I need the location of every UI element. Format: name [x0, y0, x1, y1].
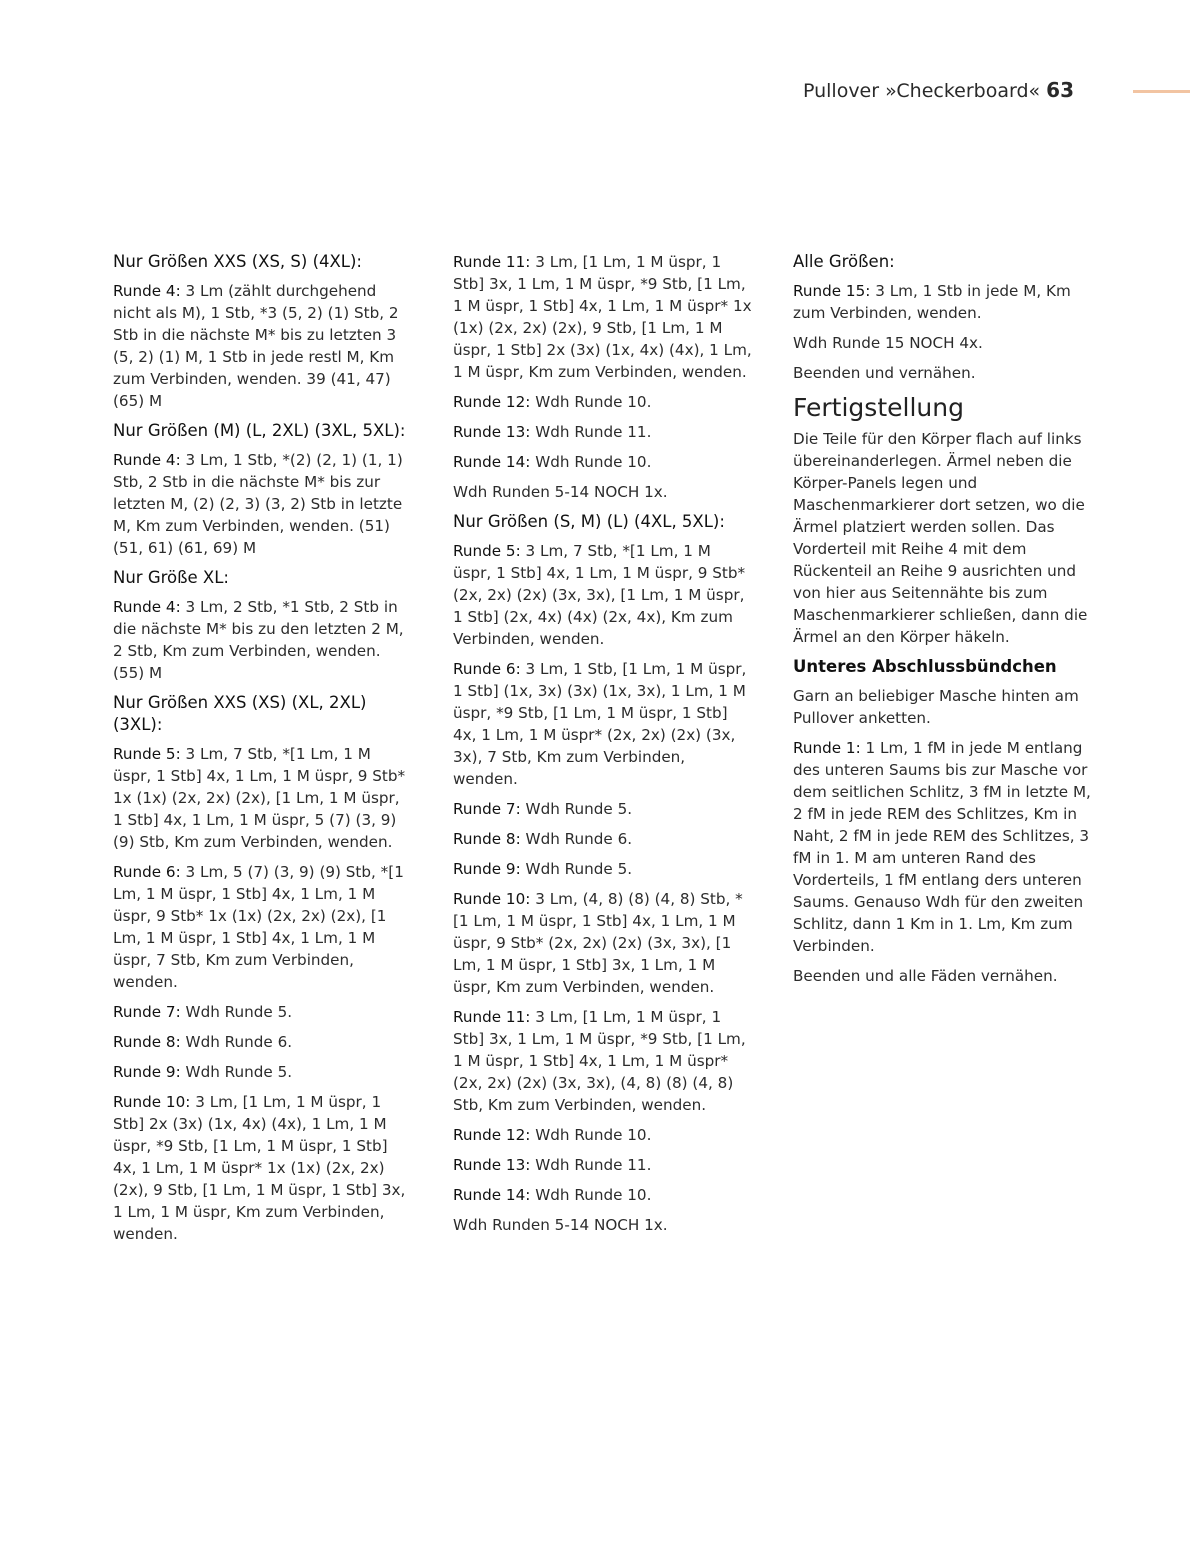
round-label: Runde 11:: [453, 253, 531, 271]
finish-note: Beenden und vernähen.: [793, 364, 976, 382]
instruction-paragraph: [453, 858, 753, 880]
hem-intro-paragraph: Garn an beliebiger Masche hinten am Pullover anketten.: [793, 687, 1079, 727]
round-text: Wdh Runde 10.: [530, 393, 652, 411]
round-label: Runde 13:: [453, 1156, 531, 1174]
round-text: Wdh Runde 5.: [520, 860, 633, 878]
instruction-paragraph: [453, 421, 753, 443]
round-text: Wdh Runde 6.: [520, 830, 633, 848]
finishing-paragraph: Die Teile für den Körper flach auf links übereinanderlegen. Ärmel neben die Körper-Panels legen und Maschenmarkierer dort setzen, wo die Ärmel platziert werden sollen. Das Vorderteil mit Reihe 4 mit dem Rückenteil an Reihe 9 ausrichten und von hier aus Seitennähte bis zum Maschenmarkierer schließen, dann die Ärmel an den Körper häkeln.: [793, 430, 1088, 646]
round-label: Runde 8:: [453, 830, 521, 848]
section-heading: Nur Größe XL:: [113, 568, 229, 587]
instruction-paragraph: [453, 658, 753, 790]
finish-note: Beenden und alle Fäden vernähen.: [793, 967, 1058, 985]
round-label: Runde 8:: [113, 1033, 181, 1051]
instruction-paragraph: [113, 1061, 413, 1083]
round-label: Runde 9:: [453, 860, 521, 878]
round-text: 3 Lm, 7 Stb, *[1 Lm, 1 M üspr, 1 Stb] 4x, 1 Lm, 1 M üspr, 9 Stb* (2x, 2x) (2x) (3x, 3x), [1 Lm, 1 M üspr, 1 Stb] (2x, 4x) (4x) (2x, 4x), Km zum Verbinden, wenden.: [453, 542, 746, 648]
round-text: Wdh Runde 11.: [530, 1156, 652, 1174]
round-label: Runde 12:: [453, 1126, 531, 1144]
round-text: Wdh Runde 5.: [180, 1063, 293, 1081]
instruction-paragraph: [113, 743, 413, 853]
accent-rule: [1133, 90, 1190, 93]
running-header: [803, 78, 1074, 102]
round-label: Runde 1:: [793, 739, 861, 757]
instruction-paragraph: [453, 251, 753, 383]
round-label: Runde 6:: [453, 660, 521, 678]
round-text: 3 Lm (zählt durchgehend nicht als M), 1 Stb, *3 (5, 2) (1) Stb, 2 Stb in die nächste M* bis zu letzten 3 (5, 2) (1) M, 1 Stb in jede restl M, Km zum Verbinden, wenden. 39 (41, 47) (65) M: [113, 282, 399, 410]
instruction-paragraph: [113, 449, 413, 559]
round-text: Wdh Runde 5.: [520, 800, 633, 818]
instruction-paragraph: [113, 1031, 413, 1053]
instruction-paragraph: [113, 1001, 413, 1023]
subsection-heading-hem: Unteres Abschlussbündchen: [793, 657, 1057, 676]
column-middle: [453, 251, 753, 1244]
round-text: Wdh Runde 10.: [530, 453, 652, 471]
round-label: Runde 9:: [113, 1063, 181, 1081]
instruction-paragraph: [453, 888, 753, 998]
round-text: Wdh Runde 10.: [530, 1186, 652, 1204]
round-text: 3 Lm, 1 Stb, *(2) (2, 1) (1, 1) Stb, 2 Stb in die nächste M* bis zur letzten M, (2) (2, 3) (3, 2) Stb in letzte M, Km zum Verbinden, wenden. (51) (51, 61) (61, 69) M: [113, 451, 403, 557]
instruction-paragraph: [453, 451, 753, 473]
column-right: [793, 251, 1093, 995]
round-label: Runde 10:: [453, 890, 531, 908]
instruction-paragraph: [113, 1091, 413, 1245]
section-heading: Nur Größen XXS (XS, S) (4XL):: [113, 252, 362, 271]
round-text: 3 Lm, 2 Stb, *1 Stb, 2 Stb in die nächste M* bis zu den letzten 2 M, 2 Stb, Km zum Verbinden, wenden. (55) M: [113, 598, 404, 682]
page-number: 63: [1046, 78, 1074, 102]
instruction-paragraph: [453, 1124, 753, 1146]
section-heading: Nur Größen XXS (XS) (XL, 2XL) (3XL):: [113, 693, 367, 734]
round-text: 1 Lm, 1 fM in jede M entlang des unteren Saums bis zur Masche vor dem seitlichen Schlitz, 3 fM in letzte M, 2 fM in jede REM des Schlitzes, Km in Naht, 2 fM in jede REM des Schlitzes, 3 fM in 1. M am unteren Rand des Vorderteils, 1 fM entlang ders unteren Saums. Genauso Wdh für den zweiten Schlitz, dann 1 Km in 1. Lm, Km zum Verbinden.: [793, 739, 1091, 955]
round-label: Runde 5:: [113, 745, 181, 763]
repeat-note: Wdh Runden 5-14 NOCH 1x.: [453, 483, 668, 501]
round-text: 3 Lm, (4, 8) (8) (4, 8) Stb, *[1 Lm, 1 M üspr, 1 Stb] 4x, 1 Lm, 1 M üspr, 9 Stb* (2x, 2x) (2x) (3x, 3x), [1 Lm, 1 M üspr, 1 Stb] 3x, 1 Lm, 1 M üspr, Km zum Verbinden, wenden.: [453, 890, 743, 996]
instruction-paragraph: [453, 1184, 753, 1206]
running-header-title: Pullover »Checkerboard«: [802, 80, 1041, 102]
round-label: Runde 14:: [453, 1186, 531, 1204]
round-label: Runde 13:: [453, 423, 531, 441]
round-text: Wdh Runde 10.: [530, 1126, 652, 1144]
instruction-paragraph: [793, 280, 1093, 324]
round-text: 3 Lm, [1 Lm, 1 M üspr, 1 Stb] 3x, 1 Lm, 1 M üspr, *9 Stb, [1 Lm, 1 M üspr, 1 Stb] 4x, 1 Lm, 1 M üspr* 1x (1x) (2x, 2x) (2x), 9 Stb, [1 Lm, 1 M üspr, 1 Stb] 2x (3x) (1x, 4x) (4x), 1 Lm, 1 M üspr, Km zum Verbinden, wenden.: [453, 253, 752, 381]
round-text: Wdh Runde 11.: [530, 423, 652, 441]
instruction-paragraph: [113, 280, 413, 412]
round-label: Runde 4:: [113, 598, 181, 616]
section-heading: Nur Größen (M) (L, 2XL) (3XL, 5XL):: [113, 421, 406, 440]
round-text: Wdh Runde 6.: [180, 1033, 293, 1051]
repeat-note: Wdh Runde 15 NOCH 4x.: [793, 334, 983, 352]
repeat-note: Wdh Runden 5-14 NOCH 1x.: [453, 1216, 668, 1234]
instruction-paragraph: [453, 391, 753, 413]
round-label: Runde 5:: [453, 542, 521, 560]
round-label: Runde 12:: [453, 393, 531, 411]
round-label: Runde 15:: [793, 282, 871, 300]
instruction-paragraph: [113, 861, 413, 993]
instruction-paragraph: [453, 798, 753, 820]
round-text: 3 Lm, 1 Stb, [1 Lm, 1 M üspr, 1 Stb] (1x, 3x) (3x) (1x, 3x), 1 Lm, 1 M üspr, *9 Stb, [1 Lm, 1 M üspr, 1 Stb] 4x, 1 Lm, 1 M üspr* (2x, 2x) (2x) (3x, 3x), 7 Stb, Km zum Verbinden, wenden.: [453, 660, 747, 788]
round-label: Runde 7:: [453, 800, 521, 818]
round-label: Runde 10:: [113, 1093, 191, 1111]
round-label: Runde 4:: [113, 451, 181, 469]
section-heading: Alle Größen:: [793, 252, 895, 271]
round-text: 3 Lm, [1 Lm, 1 M üspr, 1 Stb] 2x (3x) (1x, 4x) (4x), 1 Lm, 1 M üspr, *9 Stb, [1 Lm, 1 M üspr, 1 Stb] 4x, 1 Lm, 1 M üspr* 1x (1x) (2x, 2x) (2x), 9 Stb, [1 Lm, 1 M üspr, 1 Stb] 3x, 1 Lm, 1 M üspr, Km zum Verbinden, wenden.: [113, 1093, 406, 1243]
round-text: 3 Lm, 5 (7) (3, 9) (9) Stb, *[1 Lm, 1 M üspr, 1 Stb] 4x, 1 Lm, 1 M üspr, 9 Stb* 1x (1x) (2x, 2x) (2x), [1 Lm, 1 M üspr, 1 Stb] 4x, 1 Lm, 1 M üspr, 7 Stb, Km zum Verbinden, wenden.: [113, 863, 404, 991]
round-label: Runde 4:: [113, 282, 181, 300]
section-heading: Nur Größen (S, M) (L) (4XL, 5XL):: [453, 512, 725, 531]
round-text: 3 Lm, 1 Stb in jede M, Km zum Verbinden, wenden.: [793, 282, 1071, 322]
column-left: [113, 251, 413, 1253]
instruction-paragraph: [793, 737, 1093, 957]
instruction-paragraph: [453, 540, 753, 650]
section-title-finishing: Fertigstellung: [793, 393, 964, 422]
round-label: Runde 11:: [453, 1008, 531, 1026]
round-label: Runde 6:: [113, 863, 181, 881]
round-text: 3 Lm, [1 Lm, 1 M üspr, 1 Stb] 3x, 1 Lm, 1 M üspr, *9 Stb, [1 Lm, 1 M üspr, 1 Stb] 4x, 1 Lm, 1 M üspr* (2x, 2x) (2x) (3x, 3x), (4, 8) (8) (4, 8) Stb, Km zum Verbinden, wenden.: [453, 1008, 746, 1114]
instruction-paragraph: [453, 828, 753, 850]
instruction-paragraph: [113, 596, 413, 684]
instruction-paragraph: [453, 1154, 753, 1176]
round-text: Wdh Runde 5.: [180, 1003, 293, 1021]
instruction-paragraph: [453, 1006, 753, 1116]
round-label: Runde 14:: [453, 453, 531, 471]
round-text: 3 Lm, 7 Stb, *[1 Lm, 1 M üspr, 1 Stb] 4x, 1 Lm, 1 M üspr, 9 Stb* 1x (1x) (2x, 2x) (2x), [1 Lm, 1 M üspr, 1 Stb] 4x, 1 Lm, 1 M üspr, 5 (7) (3, 9) (9) Stb, Km zum Verbinden, wenden.: [113, 745, 406, 851]
round-label: Runde 7:: [113, 1003, 181, 1021]
